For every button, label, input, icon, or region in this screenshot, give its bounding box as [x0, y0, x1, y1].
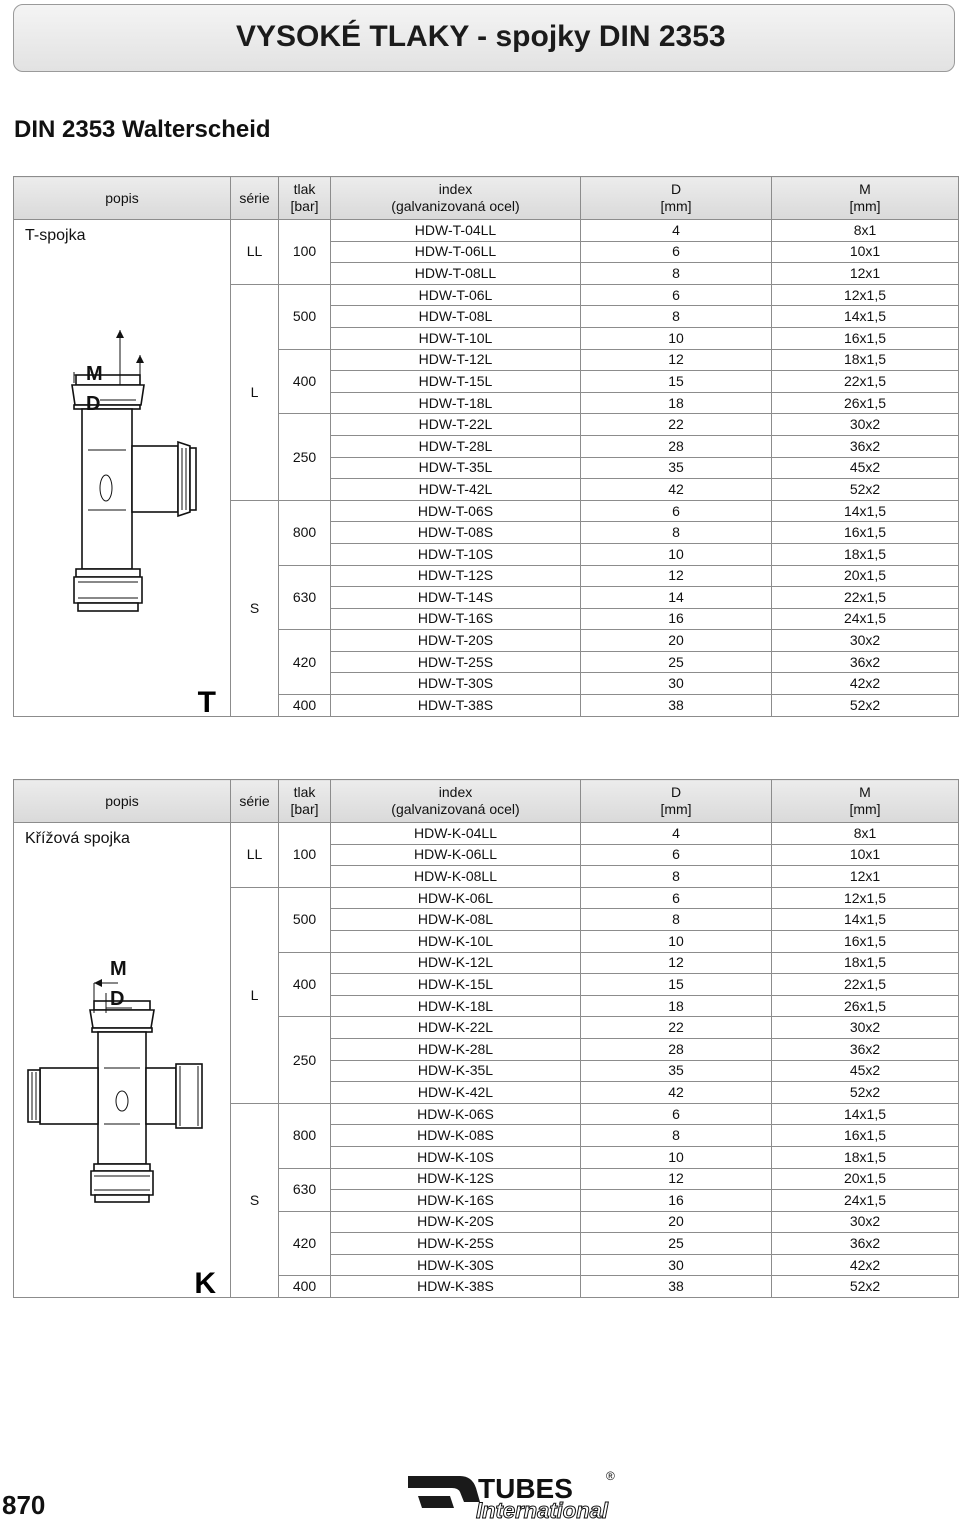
index-cell: HDW-T-08L [331, 306, 581, 328]
m-cell: 16x1,5 [772, 1125, 959, 1147]
pressure-cell: 800 [279, 1103, 331, 1168]
index-cell: HDW-T-14S [331, 587, 581, 609]
d-cell: 16 [581, 608, 772, 630]
index-cell: HDW-T-12S [331, 565, 581, 587]
d-cell: 22 [581, 414, 772, 436]
m-cell: 30x2 [772, 414, 959, 436]
index-cell: HDW-K-08LL [331, 866, 581, 888]
index-cell: HDW-T-25S [331, 651, 581, 673]
index-cell: HDW-T-10S [331, 543, 581, 565]
serie-cell: S [231, 500, 279, 716]
m-cell: 26x1,5 [772, 392, 959, 414]
col-header-serie: série [231, 177, 279, 220]
d-dimension-label: D [110, 988, 125, 1010]
m-cell: 52x2 [772, 479, 959, 501]
d-cell: 8 [581, 263, 772, 285]
t-fitting-drawing [14, 220, 231, 715]
d-dimension-label: D [86, 393, 101, 415]
m-cell: 18x1,5 [772, 349, 959, 371]
d-cell: 8 [581, 522, 772, 544]
section-title: DIN 2353 Walterscheid [14, 116, 271, 143]
d-cell: 8 [581, 1125, 772, 1147]
pressure-cell: 100 [279, 220, 331, 285]
d-cell: 4 [581, 823, 772, 845]
index-cell: HDW-K-38S [331, 1276, 581, 1298]
d-cell: 20 [581, 1211, 772, 1233]
d-cell: 8 [581, 909, 772, 931]
col-header-serie: série [231, 780, 279, 823]
index-cell: HDW-T-08S [331, 522, 581, 544]
index-cell: HDW-K-18L [331, 995, 581, 1017]
t-fittings-table [13, 176, 959, 717]
d-cell: 30 [581, 1254, 772, 1276]
m-cell: 10x1 [772, 844, 959, 866]
m-cell: 36x2 [772, 435, 959, 457]
m-cell: 45x2 [772, 1060, 959, 1082]
m-cell: 12x1,5 [772, 887, 959, 909]
d-cell: 6 [581, 887, 772, 909]
m-cell: 30x2 [772, 630, 959, 652]
m-dimension-label: M [86, 363, 103, 385]
m-cell: 14x1,5 [772, 909, 959, 931]
index-cell: HDW-K-10L [331, 930, 581, 952]
m-cell: 16x1,5 [772, 522, 959, 544]
index-cell: HDW-K-16S [331, 1190, 581, 1212]
m-cell: 22x1,5 [772, 371, 959, 393]
index-cell: HDW-T-18L [331, 392, 581, 414]
d-cell: 20 [581, 630, 772, 652]
d-cell: 28 [581, 435, 772, 457]
product-cell [14, 823, 231, 1298]
d-cell: 6 [581, 844, 772, 866]
index-cell: HDW-T-06S [331, 500, 581, 522]
d-cell: 15 [581, 371, 772, 393]
m-cell: 30x2 [772, 1017, 959, 1039]
m-cell: 8x1 [772, 220, 959, 242]
pressure-cell: 250 [279, 1017, 331, 1103]
m-cell: 30x2 [772, 1211, 959, 1233]
m-dimension-label: M [110, 958, 127, 980]
pressure-cell: 400 [279, 1276, 331, 1298]
pressure-cell: 500 [279, 887, 331, 952]
d-cell: 8 [581, 306, 772, 328]
d-cell: 6 [581, 1103, 772, 1125]
pressure-cell: 800 [279, 500, 331, 565]
product-name: Křížová spojka [25, 830, 130, 847]
m-cell: 52x2 [772, 1276, 959, 1298]
m-cell: 24x1,5 [772, 608, 959, 630]
table-row [14, 220, 959, 242]
index-cell: HDW-K-20S [331, 1211, 581, 1233]
tubes-international-logo [408, 1468, 628, 1520]
index-cell: HDW-K-08S [331, 1125, 581, 1147]
serie-cell: L [231, 887, 279, 1103]
d-cell: 18 [581, 392, 772, 414]
d-cell: 35 [581, 1060, 772, 1082]
index-cell: HDW-K-42L [331, 1082, 581, 1104]
m-cell: 24x1,5 [772, 1190, 959, 1212]
m-cell: 10x1 [772, 241, 959, 263]
m-cell: 52x2 [772, 1082, 959, 1104]
series-letter: T [197, 685, 216, 717]
d-cell: 10 [581, 930, 772, 952]
pressure-cell: 250 [279, 414, 331, 500]
m-cell: 22x1,5 [772, 587, 959, 609]
m-cell: 14x1,5 [772, 500, 959, 522]
d-cell: 30 [581, 673, 772, 695]
d-cell: 28 [581, 1038, 772, 1060]
d-cell: 4 [581, 220, 772, 242]
d-cell: 38 [581, 695, 772, 717]
d-cell: 10 [581, 543, 772, 565]
index-cell: HDW-K-08L [331, 909, 581, 931]
index-cell: HDW-T-16S [331, 608, 581, 630]
col-header-popis: popis [14, 780, 231, 823]
m-cell: 20x1,5 [772, 565, 959, 587]
m-cell: 45x2 [772, 457, 959, 479]
index-cell: HDW-T-06L [331, 284, 581, 306]
col-header-tlak: tlak [bar] [279, 780, 331, 823]
d-cell: 15 [581, 974, 772, 996]
d-cell: 25 [581, 651, 772, 673]
index-cell: HDW-T-04LL [331, 220, 581, 242]
d-cell: 42 [581, 479, 772, 501]
m-cell: 8x1 [772, 823, 959, 845]
col-header-m: M [mm] [772, 177, 959, 220]
d-cell: 42 [581, 1082, 772, 1104]
m-cell: 16x1,5 [772, 327, 959, 349]
page-title: VYSOKÉ TLAKY - spojky DIN 2353 [236, 20, 726, 53]
m-cell: 16x1,5 [772, 930, 959, 952]
index-cell: HDW-K-10S [331, 1146, 581, 1168]
pressure-cell: 420 [279, 1211, 331, 1276]
index-cell: HDW-K-35L [331, 1060, 581, 1082]
index-cell: HDW-K-28L [331, 1038, 581, 1060]
d-cell: 25 [581, 1233, 772, 1255]
col-header-m: M [mm] [772, 780, 959, 823]
logo-top-text: TUBES [478, 1473, 573, 1504]
m-cell: 18x1,5 [772, 952, 959, 974]
col-header-d: D [mm] [581, 780, 772, 823]
serie-cell: L [231, 284, 279, 500]
m-cell: 12x1 [772, 263, 959, 285]
m-cell: 14x1,5 [772, 1103, 959, 1125]
index-cell: HDW-K-15L [331, 974, 581, 996]
m-cell: 22x1,5 [772, 974, 959, 996]
index-cell: HDW-K-06LL [331, 844, 581, 866]
m-cell: 20x1,5 [772, 1168, 959, 1190]
m-cell: 36x2 [772, 651, 959, 673]
index-cell: HDW-T-30S [331, 673, 581, 695]
pressure-cell: 400 [279, 952, 331, 1017]
d-cell: 6 [581, 500, 772, 522]
d-cell: 10 [581, 1146, 772, 1168]
index-cell: HDW-T-38S [331, 695, 581, 717]
col-header-index: index (galvanizovaná ocel) [331, 177, 581, 220]
col-header-tlak: tlak [bar] [279, 177, 331, 220]
index-cell: HDW-K-12S [331, 1168, 581, 1190]
index-cell: HDW-T-15L [331, 371, 581, 393]
index-cell: HDW-T-08LL [331, 263, 581, 285]
product-cell [14, 220, 231, 717]
table-row [14, 823, 959, 845]
table-header-row [14, 780, 959, 823]
index-cell: HDW-T-10L [331, 327, 581, 349]
registered-mark: ® [606, 1469, 615, 1483]
m-cell: 52x2 [772, 695, 959, 717]
table-header-row [14, 177, 959, 220]
index-cell: HDW-T-12L [331, 349, 581, 371]
index-cell: HDW-T-22L [331, 414, 581, 436]
page-number: 870 [2, 1490, 46, 1520]
index-cell: HDW-T-20S [331, 630, 581, 652]
index-cell: HDW-K-30S [331, 1254, 581, 1276]
m-cell: 26x1,5 [772, 995, 959, 1017]
cross-fittings-table [13, 779, 959, 1298]
pressure-cell: 400 [279, 349, 331, 414]
d-cell: 10 [581, 327, 772, 349]
m-cell: 12x1 [772, 866, 959, 888]
title-banner [13, 4, 955, 72]
serie-cell: LL [231, 823, 279, 888]
d-cell: 6 [581, 241, 772, 263]
index-cell: HDW-K-06L [331, 887, 581, 909]
m-cell: 18x1,5 [772, 543, 959, 565]
col-header-popis: popis [14, 177, 231, 220]
d-cell: 35 [581, 457, 772, 479]
pressure-cell: 400 [279, 695, 331, 717]
col-header-index: index (galvanizovaná ocel) [331, 780, 581, 823]
pressure-cell: 420 [279, 630, 331, 695]
pressure-cell: 630 [279, 1168, 331, 1211]
serie-cell: LL [231, 220, 279, 285]
serie-cell: S [231, 1103, 279, 1297]
d-cell: 16 [581, 1190, 772, 1212]
d-cell: 18 [581, 995, 772, 1017]
d-cell: 14 [581, 587, 772, 609]
d-cell: 12 [581, 565, 772, 587]
d-cell: 22 [581, 1017, 772, 1039]
col-header-d: D [mm] [581, 177, 772, 220]
d-cell: 12 [581, 1168, 772, 1190]
index-cell: HDW-T-35L [331, 457, 581, 479]
series-letter: K [194, 1267, 216, 1298]
m-cell: 14x1,5 [772, 306, 959, 328]
cross-fitting-drawing [14, 823, 231, 1298]
index-cell: HDW-K-25S [331, 1233, 581, 1255]
pressure-cell: 500 [279, 284, 331, 349]
product-name: T-spojka [25, 227, 86, 244]
d-cell: 8 [581, 866, 772, 888]
index-cell: HDW-K-04LL [331, 823, 581, 845]
m-cell: 18x1,5 [772, 1146, 959, 1168]
index-cell: HDW-T-28L [331, 435, 581, 457]
m-cell: 12x1,5 [772, 284, 959, 306]
d-cell: 38 [581, 1276, 772, 1298]
pressure-cell: 100 [279, 823, 331, 888]
index-cell: HDW-K-06S [331, 1103, 581, 1125]
m-cell: 42x2 [772, 1254, 959, 1276]
index-cell: HDW-K-12L [331, 952, 581, 974]
logo-bottom-text: International [476, 1498, 609, 1520]
d-cell: 12 [581, 349, 772, 371]
pressure-cell: 630 [279, 565, 331, 630]
m-cell: 36x2 [772, 1038, 959, 1060]
d-cell: 6 [581, 284, 772, 306]
index-cell: HDW-T-06LL [331, 241, 581, 263]
d-cell: 12 [581, 952, 772, 974]
m-cell: 42x2 [772, 673, 959, 695]
index-cell: HDW-T-42L [331, 479, 581, 501]
index-cell: HDW-K-22L [331, 1017, 581, 1039]
m-cell: 36x2 [772, 1233, 959, 1255]
